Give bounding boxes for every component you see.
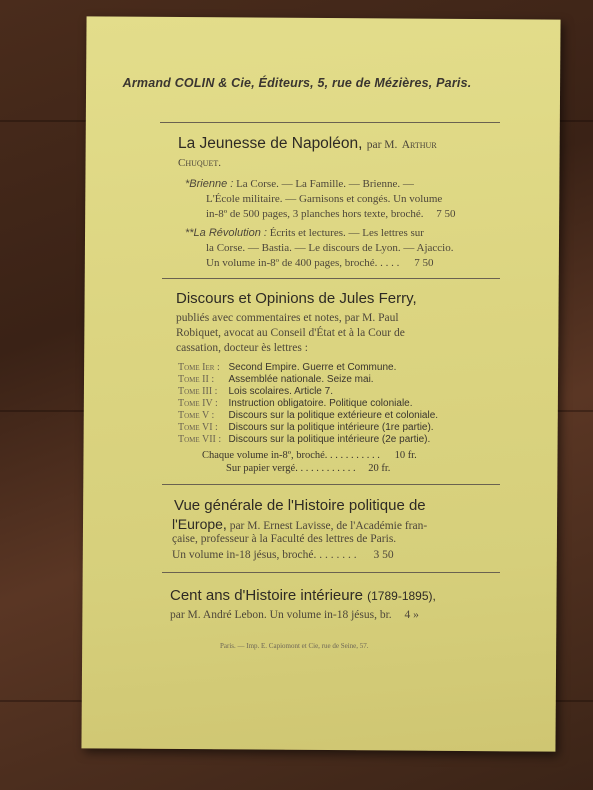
divider bbox=[162, 278, 500, 279]
tome-text: Discours sur la politique intérieure (2e partie). bbox=[228, 434, 431, 445]
vol2-line1 bbox=[185, 227, 424, 239]
lavisse-price: 3 50 bbox=[373, 549, 394, 561]
tome-label: Tome IV : bbox=[178, 398, 218, 409]
tome-row bbox=[178, 398, 413, 409]
ferry-desc-2: Robiquet, avocat au Conseil d'État et à la Cour de bbox=[176, 327, 405, 339]
section-title-lebon bbox=[170, 587, 436, 604]
tome-row bbox=[178, 434, 430, 445]
lavisse-line2 bbox=[172, 516, 427, 532]
lavisse-line4 bbox=[172, 549, 394, 561]
vol1-label: *Brienne : bbox=[185, 178, 234, 190]
vol1-text3: in-8º de 500 pages, 3 planches hors texte, broché. bbox=[206, 208, 424, 220]
author-name: Arthur bbox=[401, 139, 437, 151]
vol1-line1 bbox=[185, 178, 414, 190]
ferry-price: 10 fr. bbox=[394, 450, 417, 461]
section-title-napoleon bbox=[178, 135, 437, 153]
tome-text: Second Empire. Guerre et Commune. bbox=[228, 362, 397, 373]
vol2-line3 bbox=[206, 257, 433, 269]
ferry-price-row bbox=[226, 463, 390, 474]
lavisse-title-cont: l'Europe, bbox=[172, 516, 227, 532]
lebon-price: 4 » bbox=[404, 609, 419, 621]
author-prefix: par M. bbox=[366, 139, 398, 151]
divider bbox=[162, 572, 500, 573]
tome-row bbox=[178, 410, 438, 421]
vol1-text1: La Corse. — La Famille. — Brienne. — bbox=[236, 178, 414, 190]
lebon-years: (1789-1895), bbox=[367, 589, 436, 603]
lebon-volume: par M. André Lebon. Un volume in-18 jésus, br. bbox=[170, 609, 392, 621]
ferry-price-row bbox=[202, 450, 417, 461]
author-name-cont: Chuquet. bbox=[178, 157, 221, 169]
divider bbox=[160, 122, 500, 123]
tome-label: Tome II : bbox=[178, 374, 215, 385]
tome-row bbox=[178, 374, 374, 385]
tome-text: Lois scolaires. Article 7. bbox=[228, 386, 333, 397]
lavisse-author: par M. Ernest Lavisse, de l'Académie fran- bbox=[229, 520, 428, 532]
tome-label: Tome V : bbox=[178, 410, 215, 421]
vol2-label: **La Révolution : bbox=[185, 227, 267, 239]
tome-label: Tome VII : bbox=[178, 434, 222, 445]
vol1-line2: L'École militaire. — Garnisons et congés. Un volume bbox=[206, 193, 443, 205]
lebon-line2 bbox=[170, 609, 419, 621]
tome-row bbox=[178, 422, 434, 433]
title-text: La Jeunesse de Napoléon, bbox=[178, 135, 363, 152]
ferry-desc-3: cassation, docteur ès lettres : bbox=[176, 342, 308, 354]
lebon-title: Cent ans d'Histoire intérieure bbox=[170, 587, 363, 604]
vol2-price: 7 50 bbox=[414, 257, 434, 269]
vol2-text3: Un volume in-8º de 400 pages, broché. . . . . bbox=[206, 257, 400, 269]
divider bbox=[162, 484, 500, 485]
tome-label: Tome VI : bbox=[178, 422, 218, 433]
vol2-text1: Écrits et lectures. — Les lettres sur bbox=[269, 227, 424, 239]
tome-row bbox=[178, 362, 396, 373]
lavisse-volume: Un volume in-18 jésus, broché. . . . . . . . bbox=[172, 549, 357, 561]
tome-text: Assemblée nationale. Seize mai. bbox=[228, 374, 374, 385]
section-title-lavisse: Vue générale de l'Histoire politique de bbox=[174, 497, 426, 514]
vol2-line2: la Corse. — Bastia. — Le discours de Lyon. — Ajaccio. bbox=[206, 242, 454, 254]
lavisse-line3: çaise, professeur à la Faculté des lettres de Paris. bbox=[172, 533, 397, 545]
tome-text: Instruction obligatoire. Politique coloniale. bbox=[228, 398, 413, 409]
tome-row bbox=[178, 386, 333, 397]
section-title-ferry: Discours et Opinions de Jules Ferry, bbox=[176, 290, 417, 307]
tome-label: Tome Ier : bbox=[178, 362, 220, 373]
tome-label: Tome III : bbox=[178, 386, 218, 397]
ferry-price-label: Chaque volume in-8º, broché. . . . . . . . . . . bbox=[202, 450, 380, 461]
tome-text: Discours sur la politique intérieure (1re partie). bbox=[228, 422, 434, 433]
ferry-desc-1: publiés avec commentaires et notes, par M. Paul bbox=[176, 312, 399, 324]
publisher-header: Armand COLIN & Cie, Éditeurs, 5, rue de Mézières, Paris. bbox=[122, 76, 472, 90]
vol1-price: 7 50 bbox=[436, 208, 456, 220]
ferry-price: 20 fr. bbox=[368, 463, 391, 474]
tome-text: Discours sur la politique extérieure et coloniale. bbox=[228, 410, 439, 421]
vol1-line3 bbox=[206, 208, 456, 220]
printer-imprint: Paris. — Imp. E. Capiomont et Cie, rue de Seine, 57. bbox=[220, 642, 369, 650]
ferry-price-label: Sur papier vergé. . . . . . . . . . . . bbox=[226, 463, 356, 474]
